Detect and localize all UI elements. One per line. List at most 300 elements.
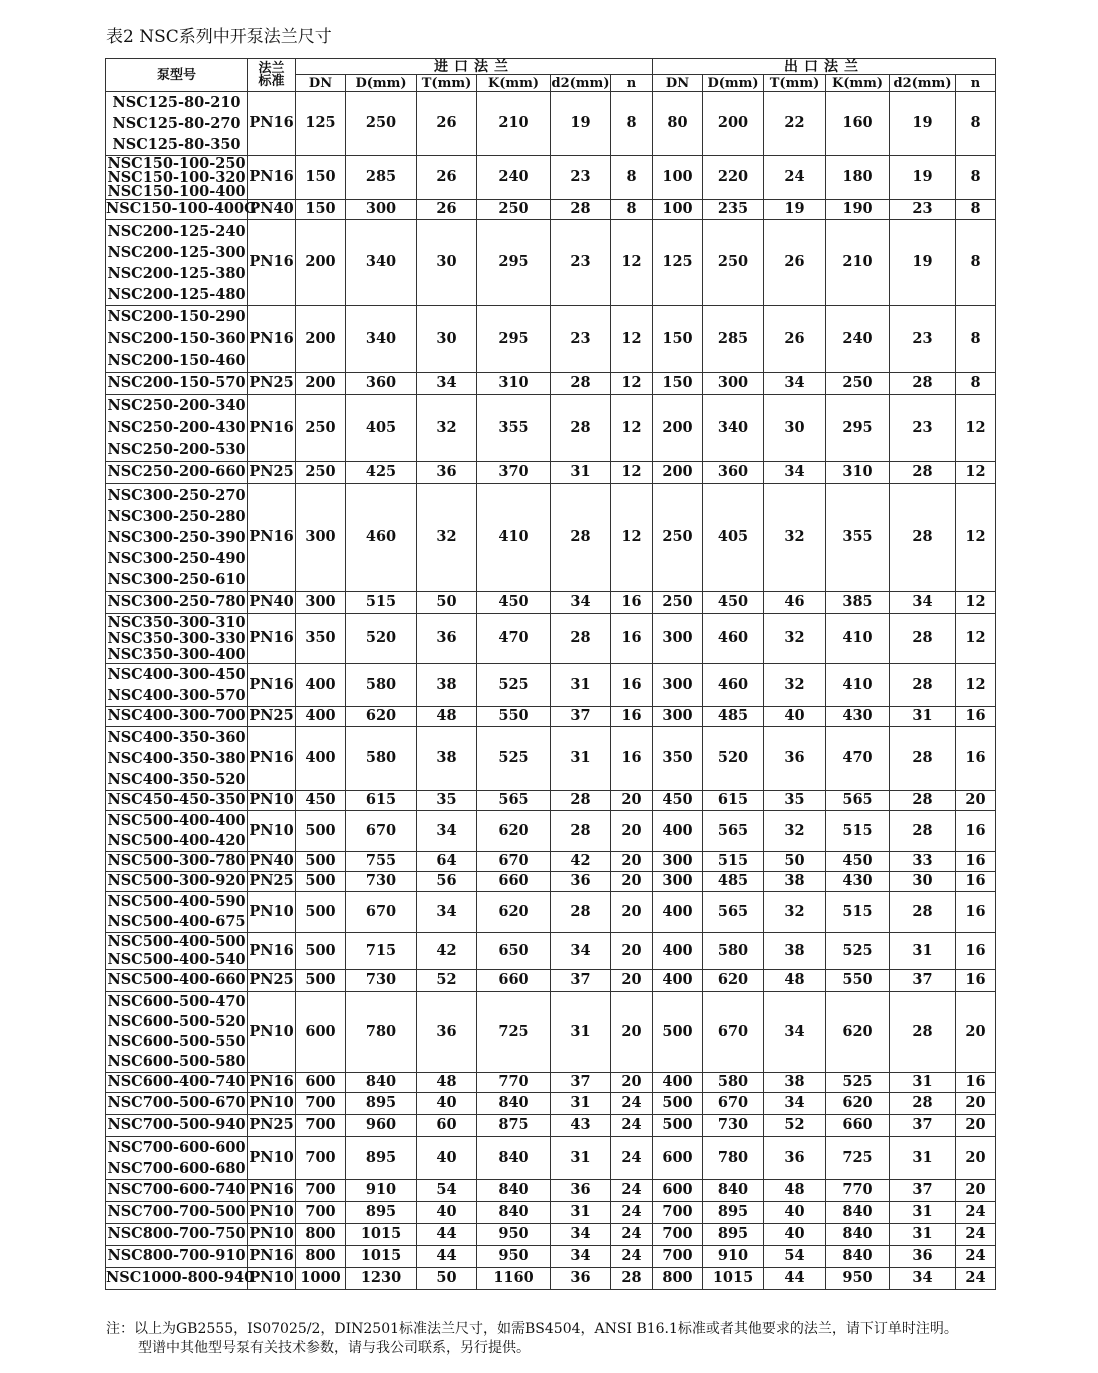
inlet-n-cell: 20 [611, 1073, 653, 1093]
outlet-n-cell: 24 [956, 1224, 996, 1246]
outlet-k-cell: 515 [826, 892, 890, 933]
inlet-d2-cell: 34 [551, 592, 611, 614]
inlet-dn-cell: 500 [296, 872, 346, 892]
outlet-d2-cell: 37 [890, 1115, 956, 1137]
outlet-d-cell: 565 [703, 892, 764, 933]
outlet-dn-cell: 800 [653, 1268, 703, 1290]
outlet-dn-cell: 250 [653, 592, 703, 614]
outlet-d-cell: 340 [703, 395, 764, 462]
model-name: NSC600-500-520 [107, 1013, 246, 1030]
outlet-dn-cell: 400 [653, 1073, 703, 1093]
model-name: NSC125-80-270 [112, 115, 241, 132]
outlet-k-cell: 385 [826, 592, 890, 614]
outlet-n-cell: 8 [956, 92, 996, 156]
inlet-k-cell: 410 [477, 484, 551, 592]
outlet-k-cell: 840 [826, 1202, 890, 1224]
model-cell [106, 727, 248, 791]
outlet-k-cell: 470 [826, 727, 890, 791]
outlet-t-cell: 34 [764, 373, 826, 395]
model-cell [106, 462, 248, 484]
model-name: NSC500-400-675 [107, 913, 246, 930]
model-name: NSC200-150-460 [107, 352, 246, 369]
outlet-dn-cell: 300 [653, 872, 703, 892]
outlet-dn-cell: 600 [653, 1180, 703, 1202]
outlet-n-cell: 16 [956, 811, 996, 852]
flange-standard-cell: PN16 [248, 306, 296, 373]
outlet-d2-cell: 19 [890, 220, 956, 306]
table-row [106, 220, 996, 306]
outlet-t-cell: 40 [764, 1224, 826, 1246]
outlet-d-cell: 485 [703, 872, 764, 892]
header-inlet-k: K(mm) [477, 75, 551, 92]
outlet-k-cell: 525 [826, 1073, 890, 1093]
inlet-k-cell: 650 [477, 933, 551, 970]
outlet-t-cell: 26 [764, 306, 826, 373]
model-cell [106, 872, 248, 892]
flange-standard-cell: PN10 [248, 811, 296, 852]
outlet-d-cell: 485 [703, 707, 764, 727]
model-name: NSC125-80-350 [112, 136, 241, 153]
model-cell [106, 200, 257, 220]
outlet-t-cell: 50 [764, 852, 826, 872]
inlet-k-cell: 450 [477, 592, 551, 614]
outlet-t-cell: 34 [764, 992, 826, 1073]
model-name: NSC250-200-340 [107, 397, 246, 414]
outlet-t-cell: 32 [764, 892, 826, 933]
outlet-n-cell: 16 [956, 1073, 996, 1093]
table-body [106, 92, 996, 1290]
table-row [106, 1180, 996, 1202]
inlet-d-cell: 580 [346, 727, 417, 791]
outlet-n-cell: 20 [956, 791, 996, 811]
outlet-n-cell: 16 [956, 872, 996, 892]
model-name: NSC600-400-740 [107, 1073, 246, 1091]
outlet-n-cell: 16 [956, 852, 996, 872]
inlet-d2-cell: 31 [551, 1202, 611, 1224]
inlet-d-cell: 580 [346, 664, 417, 707]
inlet-dn-cell: 1000 [296, 1268, 346, 1290]
model-name: NSC700-700-500 [107, 1203, 246, 1221]
inlet-k-cell: 660 [477, 872, 551, 892]
table-row [106, 92, 996, 156]
inlet-dn-cell: 800 [296, 1246, 346, 1268]
outlet-d-cell: 670 [703, 992, 764, 1073]
outlet-dn-cell: 400 [653, 970, 703, 992]
outlet-k-cell: 525 [826, 933, 890, 970]
inlet-d-cell: 515 [346, 592, 417, 614]
outlet-d2-cell: 19 [890, 156, 956, 200]
outlet-k-cell: 950 [826, 1268, 890, 1290]
outlet-t-cell: 30 [764, 395, 826, 462]
outlet-k-cell: 240 [826, 306, 890, 373]
outlet-n-cell: 16 [956, 892, 996, 933]
flange-standard-cell: PN16 [248, 933, 296, 970]
outlet-n-cell: 16 [956, 933, 996, 970]
outlet-d-cell: 580 [703, 1073, 764, 1093]
outlet-d2-cell: 31 [890, 1202, 956, 1224]
inlet-n-cell: 20 [611, 811, 653, 852]
outlet-t-cell: 34 [764, 1093, 826, 1115]
inlet-t-cell: 26 [417, 92, 477, 156]
inlet-d2-cell: 23 [551, 306, 611, 373]
outlet-k-cell: 450 [826, 852, 890, 872]
flange-dimension-table [105, 58, 996, 1290]
outlet-dn-cell: 450 [653, 791, 703, 811]
inlet-d2-cell: 37 [551, 1073, 611, 1093]
inlet-k-cell: 725 [477, 992, 551, 1073]
inlet-t-cell: 50 [417, 592, 477, 614]
outlet-dn-cell: 600 [653, 1137, 703, 1180]
outlet-dn-cell: 300 [653, 707, 703, 727]
flange-standard-cell: PN40 [248, 592, 296, 614]
inlet-d-cell: 1015 [346, 1224, 417, 1246]
flange-standard-cell: PN10 [248, 892, 296, 933]
outlet-d2-cell: 28 [890, 664, 956, 707]
model-cell [106, 92, 248, 156]
inlet-dn-cell: 600 [296, 992, 346, 1073]
inlet-n-cell: 8 [611, 156, 653, 200]
outlet-d2-cell: 36 [890, 1246, 956, 1268]
inlet-n-cell: 8 [611, 200, 653, 220]
header-inlet-d: D(mm) [346, 75, 417, 92]
model-cell [106, 220, 248, 306]
flange-standard-cell: PN10 [248, 791, 296, 811]
model-name: NSC350-300-400 [107, 645, 246, 663]
outlet-dn-cell: 300 [653, 664, 703, 707]
table-row [106, 395, 996, 462]
outlet-t-cell: 54 [764, 1246, 826, 1268]
outlet-d-cell: 235 [703, 200, 764, 220]
inlet-d-cell: 715 [346, 933, 417, 970]
outlet-n-cell: 20 [956, 1180, 996, 1202]
inlet-dn-cell: 250 [296, 462, 346, 484]
outlet-n-cell: 20 [956, 1137, 996, 1180]
table-row [106, 200, 996, 220]
outlet-n-cell: 8 [956, 220, 996, 306]
outlet-dn-cell: 350 [653, 727, 703, 791]
outlet-dn-cell: 500 [653, 992, 703, 1073]
inlet-d-cell: 895 [346, 1093, 417, 1115]
model-name: NSC500-300-780 [107, 852, 246, 870]
inlet-t-cell: 32 [417, 484, 477, 592]
inlet-d2-cell: 28 [551, 892, 611, 933]
model-name: NSC200-125-380 [107, 264, 246, 282]
inlet-d2-cell: 31 [551, 1137, 611, 1180]
outlet-d-cell: 840 [703, 1180, 764, 1202]
outlet-dn-cell: 100 [653, 200, 703, 220]
outlet-dn-cell: 150 [653, 373, 703, 395]
inlet-d-cell: 840 [346, 1073, 417, 1093]
inlet-k-cell: 240 [477, 156, 551, 200]
outlet-t-cell: 24 [764, 156, 826, 200]
table-row [106, 1115, 996, 1137]
inlet-n-cell: 16 [611, 614, 653, 664]
outlet-d2-cell: 28 [890, 791, 956, 811]
table-row [106, 306, 996, 373]
inlet-dn-cell: 600 [296, 1073, 346, 1093]
outlet-d2-cell: 28 [890, 727, 956, 791]
outlet-t-cell: 44 [764, 1268, 826, 1290]
outlet-d2-cell: 23 [890, 395, 956, 462]
inlet-n-cell: 24 [611, 1180, 653, 1202]
inlet-d-cell: 1230 [346, 1268, 417, 1290]
outlet-dn-cell: 500 [653, 1093, 703, 1115]
outlet-t-cell: 40 [764, 1202, 826, 1224]
table-row [106, 811, 996, 852]
inlet-n-cell: 20 [611, 992, 653, 1073]
model-name: NSC1000-800-940 [106, 1269, 255, 1287]
header-outlet-dn: DN [653, 75, 703, 92]
inlet-t-cell: 35 [417, 791, 477, 811]
outlet-k-cell: 250 [826, 373, 890, 395]
inlet-d-cell: 425 [346, 462, 417, 484]
inlet-d2-cell: 37 [551, 707, 611, 727]
table-row [106, 462, 996, 484]
model-name: NSC700-600-600 [107, 1139, 246, 1156]
outlet-k-cell: 840 [826, 1224, 890, 1246]
flange-standard-cell: PN16 [248, 156, 296, 200]
outlet-dn-cell: 700 [653, 1224, 703, 1246]
inlet-d2-cell: 31 [551, 992, 611, 1073]
inlet-k-cell: 620 [477, 892, 551, 933]
outlet-t-cell: 19 [764, 200, 826, 220]
inlet-d-cell: 670 [346, 811, 417, 852]
header-outlet-d: D(mm) [703, 75, 764, 92]
model-name: NSC700-600-740 [107, 1181, 246, 1199]
flange-standard-cell: PN16 [248, 220, 296, 306]
inlet-k-cell: 840 [477, 1137, 551, 1180]
inlet-d2-cell: 31 [551, 727, 611, 791]
model-name: NSC350-300-310 [107, 613, 246, 631]
inlet-d2-cell: 23 [551, 156, 611, 200]
inlet-t-cell: 38 [417, 727, 477, 791]
model-cell [106, 707, 248, 727]
model-name: NSC150-100-400G [106, 200, 257, 218]
inlet-d-cell: 1015 [346, 1246, 417, 1268]
inlet-n-cell: 24 [611, 1093, 653, 1115]
inlet-d2-cell: 28 [551, 395, 611, 462]
outlet-k-cell: 160 [826, 92, 890, 156]
inlet-t-cell: 54 [417, 1180, 477, 1202]
inlet-k-cell: 250 [477, 200, 551, 220]
outlet-d-cell: 615 [703, 791, 764, 811]
inlet-d-cell: 520 [346, 614, 417, 664]
inlet-d-cell: 895 [346, 1137, 417, 1180]
inlet-n-cell: 28 [611, 1268, 653, 1290]
inlet-dn-cell: 500 [296, 892, 346, 933]
outlet-dn-cell: 700 [653, 1246, 703, 1268]
table-row [106, 933, 996, 970]
footnote-line-1: 注：以上为GB2555，IS07025/2，DIN2501标准法兰尺寸，如需BS4504，ANSI B16.1标准或者其他要求的法兰，请下订单时注明。 [106, 1321, 958, 1337]
model-name: NSC800-700-750 [107, 1225, 246, 1243]
inlet-d-cell: 730 [346, 970, 417, 992]
inlet-d2-cell: 42 [551, 852, 611, 872]
outlet-k-cell: 355 [826, 484, 890, 592]
inlet-t-cell: 56 [417, 872, 477, 892]
outlet-k-cell: 410 [826, 614, 890, 664]
model-name: NSC200-125-480 [107, 285, 246, 303]
inlet-n-cell: 24 [611, 1224, 653, 1246]
header-standard [248, 59, 296, 92]
inlet-t-cell: 36 [417, 462, 477, 484]
outlet-t-cell: 36 [764, 1137, 826, 1180]
outlet-k-cell: 515 [826, 811, 890, 852]
inlet-k-cell: 525 [477, 664, 551, 707]
inlet-t-cell: 34 [417, 373, 477, 395]
outlet-d2-cell: 31 [890, 707, 956, 727]
header-model: 泵型号 [106, 59, 248, 92]
inlet-t-cell: 50 [417, 1268, 477, 1290]
table-row [106, 1202, 996, 1224]
outlet-k-cell: 310 [826, 462, 890, 484]
model-name: NSC250-200-430 [107, 419, 246, 436]
table-row [106, 852, 996, 872]
outlet-d-cell: 450 [703, 592, 764, 614]
inlet-d2-cell: 23 [551, 220, 611, 306]
flange-standard-cell: PN25 [248, 872, 296, 892]
outlet-dn-cell: 700 [653, 1202, 703, 1224]
model-name: NSC300-250-490 [107, 550, 246, 567]
inlet-t-cell: 44 [417, 1246, 477, 1268]
flange-standard-cell: PN25 [248, 373, 296, 395]
inlet-t-cell: 48 [417, 1073, 477, 1093]
model-name: NSC500-400-540 [107, 951, 246, 968]
outlet-n-cell: 24 [956, 1268, 996, 1290]
inlet-n-cell: 12 [611, 484, 653, 592]
outlet-t-cell: 26 [764, 220, 826, 306]
inlet-d2-cell: 19 [551, 92, 611, 156]
inlet-d-cell: 615 [346, 791, 417, 811]
model-name: NSC500-400-420 [107, 832, 246, 849]
inlet-dn-cell: 800 [296, 1224, 346, 1246]
outlet-d2-cell: 31 [890, 1137, 956, 1180]
header-outlet-flange: 出口法兰 [653, 59, 996, 75]
inlet-k-cell: 295 [477, 220, 551, 306]
outlet-d2-cell: 28 [890, 373, 956, 395]
outlet-t-cell: 40 [764, 707, 826, 727]
flange-standard-cell: PN25 [248, 1115, 296, 1137]
inlet-t-cell: 34 [417, 892, 477, 933]
model-name: NSC250-200-530 [107, 441, 246, 458]
inlet-d-cell: 405 [346, 395, 417, 462]
outlet-k-cell: 725 [826, 1137, 890, 1180]
outlet-n-cell: 16 [956, 970, 996, 992]
inlet-dn-cell: 150 [296, 156, 346, 200]
inlet-n-cell: 20 [611, 970, 653, 992]
outlet-d-cell: 895 [703, 1202, 764, 1224]
inlet-d-cell: 285 [346, 156, 417, 200]
inlet-t-cell: 60 [417, 1115, 477, 1137]
inlet-dn-cell: 350 [296, 614, 346, 664]
flange-standard-cell: PN16 [248, 1073, 296, 1093]
flange-standard-cell: PN10 [248, 992, 296, 1073]
inlet-k-cell: 370 [477, 462, 551, 484]
header-standard-line1: 法兰 [258, 61, 285, 76]
table-row [106, 727, 996, 791]
inlet-d2-cell: 28 [551, 373, 611, 395]
outlet-d-cell: 520 [703, 727, 764, 791]
inlet-d2-cell: 28 [551, 811, 611, 852]
flange-standard-cell: PN16 [248, 727, 296, 791]
inlet-t-cell: 30 [417, 306, 477, 373]
model-cell [106, 1224, 248, 1246]
inlet-k-cell: 550 [477, 707, 551, 727]
model-name: NSC200-150-290 [107, 308, 246, 325]
inlet-n-cell: 12 [611, 373, 653, 395]
model-name: NSC150-100-400 [107, 182, 246, 200]
outlet-n-cell: 12 [956, 592, 996, 614]
inlet-t-cell: 44 [417, 1224, 477, 1246]
model-cell [106, 1093, 248, 1115]
model-name: NSC150-100-320 [107, 168, 246, 186]
model-name: NSC600-500-580 [107, 1053, 246, 1070]
model-name: NSC400-350-520 [107, 771, 246, 788]
inlet-k-cell: 470 [477, 614, 551, 664]
model-name: NSC300-250-390 [107, 529, 246, 546]
inlet-d2-cell: 28 [551, 614, 611, 664]
outlet-d2-cell: 28 [890, 892, 956, 933]
outlet-n-cell: 24 [956, 1246, 996, 1268]
outlet-t-cell: 46 [764, 592, 826, 614]
flange-standard-cell: PN25 [248, 970, 296, 992]
model-name: NSC600-500-550 [107, 1033, 246, 1050]
inlet-d2-cell: 36 [551, 1268, 611, 1290]
outlet-d2-cell: 34 [890, 592, 956, 614]
inlet-d2-cell: 36 [551, 872, 611, 892]
inlet-dn-cell: 700 [296, 1115, 346, 1137]
outlet-t-cell: 38 [764, 872, 826, 892]
model-cell [106, 1246, 248, 1268]
model-cell [106, 1202, 248, 1224]
inlet-dn-cell: 700 [296, 1093, 346, 1115]
outlet-d-cell: 460 [703, 664, 764, 707]
inlet-dn-cell: 125 [296, 92, 346, 156]
outlet-d-cell: 405 [703, 484, 764, 592]
model-cell [106, 811, 248, 852]
table-row [106, 484, 996, 592]
inlet-t-cell: 40 [417, 1093, 477, 1115]
outlet-d-cell: 515 [703, 852, 764, 872]
outlet-n-cell: 16 [956, 707, 996, 727]
inlet-d2-cell: 28 [551, 484, 611, 592]
inlet-d-cell: 360 [346, 373, 417, 395]
inlet-k-cell: 355 [477, 395, 551, 462]
outlet-k-cell: 190 [826, 200, 890, 220]
outlet-dn-cell: 250 [653, 484, 703, 592]
outlet-d-cell: 670 [703, 1093, 764, 1115]
model-name: NSC300-250-280 [107, 508, 246, 525]
table-row [106, 1268, 996, 1290]
model-cell [106, 933, 248, 970]
table-row [106, 1224, 996, 1246]
outlet-d2-cell: 28 [890, 992, 956, 1073]
inlet-k-cell: 875 [477, 1115, 551, 1137]
inlet-n-cell: 16 [611, 727, 653, 791]
outlet-t-cell: 38 [764, 1073, 826, 1093]
model-name: NSC700-600-680 [107, 1160, 246, 1177]
inlet-d2-cell: 36 [551, 1180, 611, 1202]
outlet-d-cell: 910 [703, 1246, 764, 1268]
outlet-d2-cell: 28 [890, 614, 956, 664]
inlet-k-cell: 840 [477, 1093, 551, 1115]
table-row [106, 707, 996, 727]
inlet-dn-cell: 500 [296, 852, 346, 872]
inlet-k-cell: 840 [477, 1180, 551, 1202]
inlet-n-cell: 16 [611, 592, 653, 614]
outlet-dn-cell: 80 [653, 92, 703, 156]
inlet-t-cell: 48 [417, 707, 477, 727]
table-row [106, 970, 996, 992]
